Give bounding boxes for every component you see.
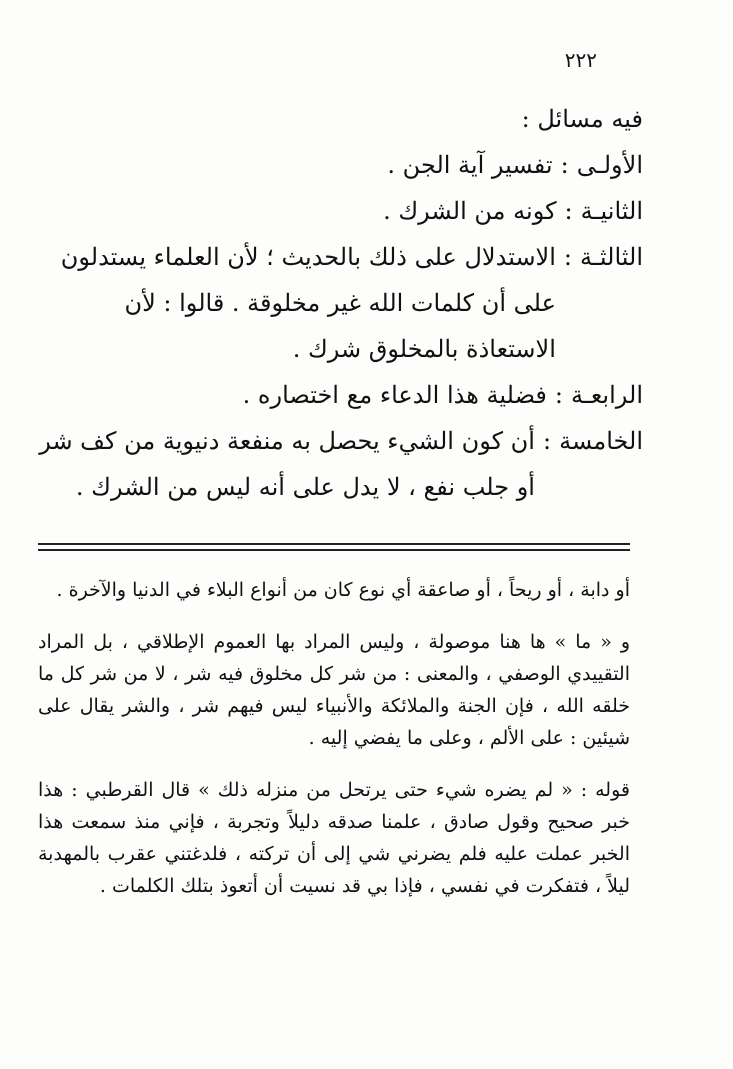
issue-label: الخامسة bbox=[559, 427, 643, 455]
main-text bbox=[30, 96, 643, 510]
issue-text: الاستدلال على ذلك بالحديث ؛ لأن العلماء يستدلون على أن كلمات الله غير مخلوقة . قالوا : لأن الاستعاذة بالمخلوق شرك . bbox=[60, 243, 556, 363]
issue-label: الأولـى bbox=[576, 151, 643, 179]
footnotes bbox=[38, 574, 630, 922]
issue-text: تفسير آية الجن . bbox=[387, 151, 553, 179]
issue-separator: : bbox=[564, 197, 573, 225]
issue-label: الرابعـة bbox=[570, 381, 643, 409]
page-number: ٢٢٢ bbox=[564, 48, 597, 72]
issue-separator: : bbox=[560, 151, 569, 179]
issue-item bbox=[30, 372, 643, 418]
issue-item bbox=[30, 188, 643, 234]
issue-label: الثالثـة bbox=[580, 243, 643, 271]
issue-text: كونه من الشرك . bbox=[383, 197, 557, 225]
footnote-paragraph: قوله : « لم يضره شيء حتى يرتحل من منزله ذلك » قال القرطبي : هذا خبر صحيح وقول صادق ، علمنا صدقه دليلاً وتجربة ، فإني منذ سمعت هذا الخبر عملت عليه فلم يضرني شي إلى أن تركته ، فلدغتني عقرب بالمهدبة ليلاً ، فتفكرت في نفسي ، فإذا بي قد نسيت أن أتعوذ بتلك الكلمات . bbox=[38, 779, 630, 897]
issue-separator: : bbox=[542, 427, 552, 455]
footnote-divider bbox=[38, 543, 630, 551]
issue-item bbox=[30, 418, 643, 510]
footnote-paragraph: أو دابة ، أو ريحاً ، أو صاعقة أي نوع كان من أنواع البلاء في الدنيا والآخرة . bbox=[56, 579, 630, 601]
issue-label: الثانيـة bbox=[580, 197, 643, 225]
footnote-paragraph: و « ما » ها هنا موصولة ، وليس المراد بها العموم الإطلاقي ، بل المراد التقييدي الوصفي ، والمعنى : من شر كل مخلوق فيه شر ، لا من شر كل ما خلقه الله ، فإن الجنة والملائكة والأنبياء ليس فيهم شر ، والشر يقال على شيئين : على الألم ، وعلى ما يفضي إليه . bbox=[38, 631, 630, 749]
issue-text: فضلية هذا الدعاء مع اختصاره . bbox=[242, 381, 547, 409]
issue-text: أن كون الشيء يحصل به منفعة دنيوية من كف شر أو جلب نفع ، لا يدل على أنه ليس من الشرك . bbox=[39, 427, 535, 501]
issue-separator: : bbox=[554, 381, 563, 409]
issues-intro: فيه مسائل : bbox=[521, 105, 643, 133]
issue-item bbox=[30, 142, 643, 188]
issue-item bbox=[30, 234, 643, 372]
issue-separator: : bbox=[563, 243, 572, 271]
